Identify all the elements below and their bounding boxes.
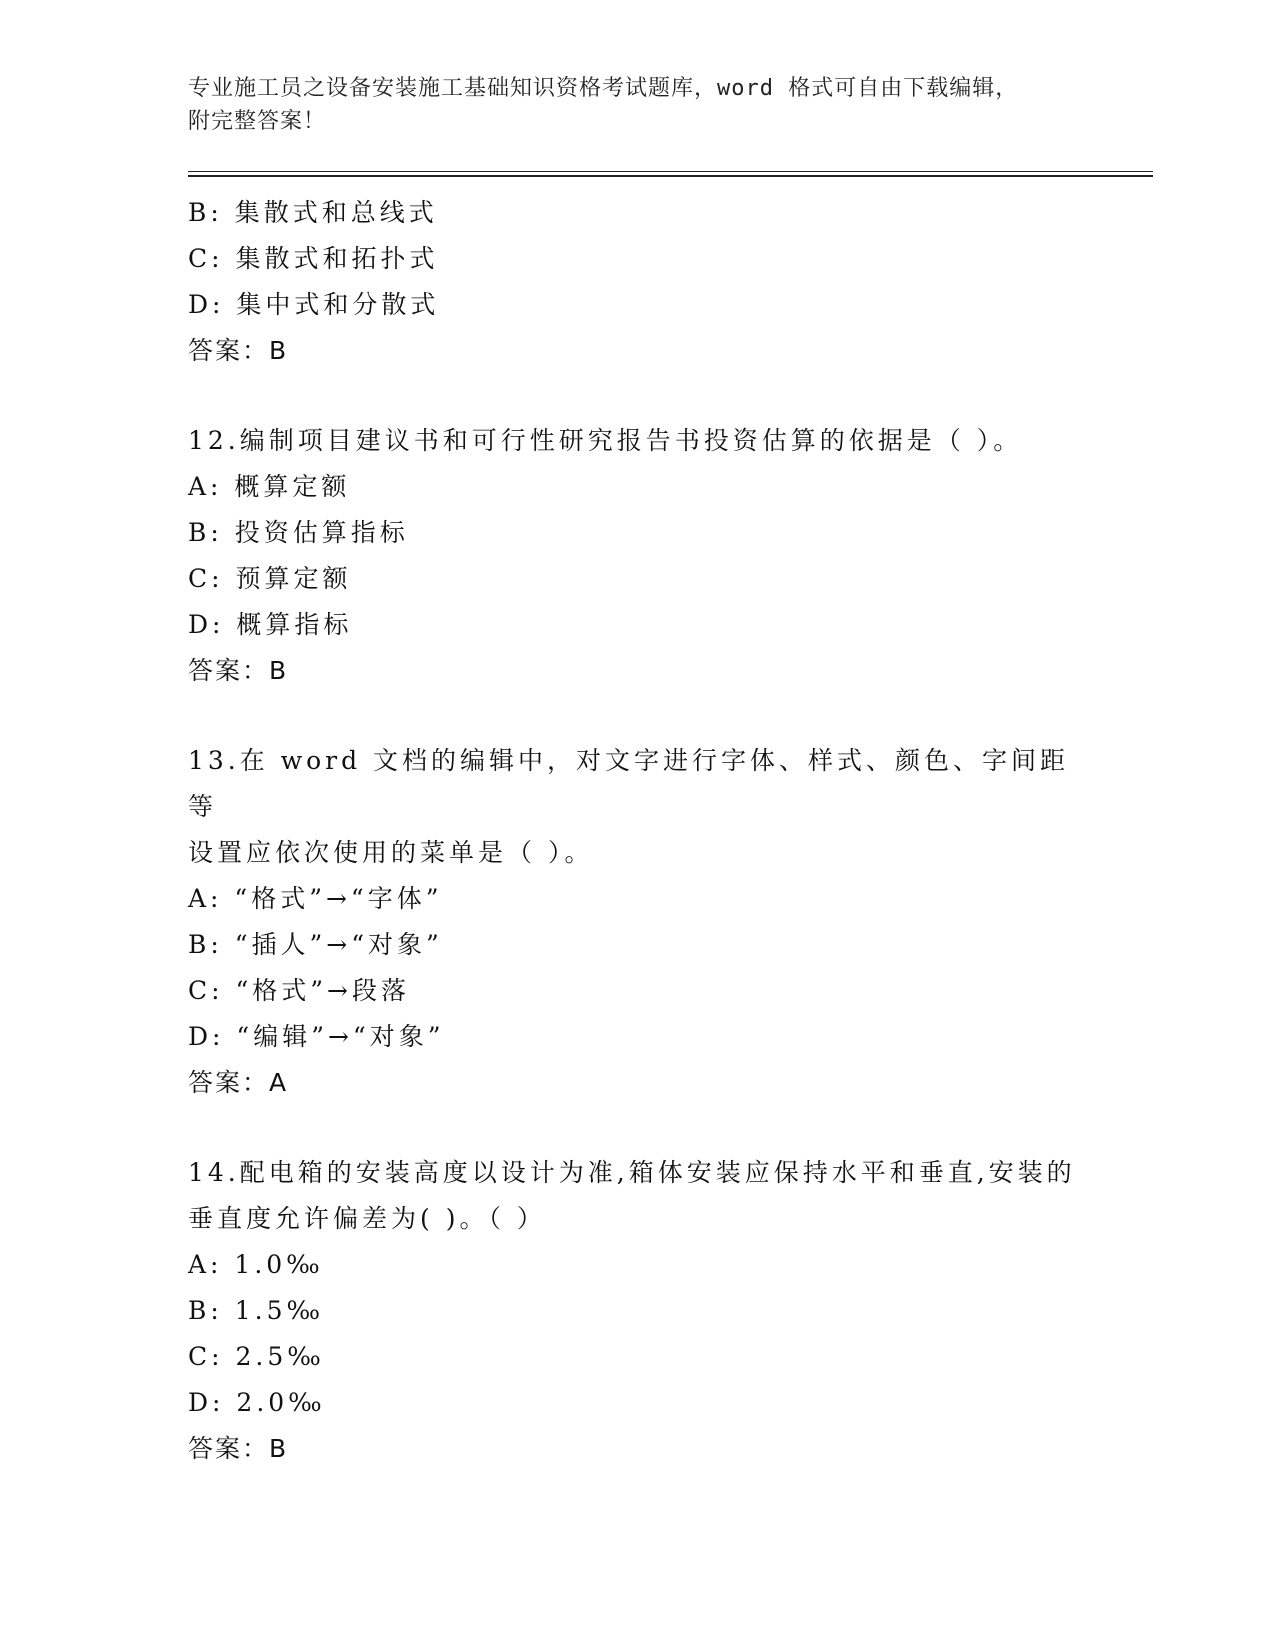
option-c: C: 预算定额 (188, 564, 352, 593)
header-rule-thin (188, 171, 1153, 172)
answer: 答案：B (188, 336, 289, 365)
option-a: A: 概算定额 (188, 472, 351, 501)
question-text: 12.编制项目建议书和可行性研究报告书投资估算的依据是（ ）。 (188, 426, 1023, 455)
option-d: D: 2.0‰ (188, 1388, 326, 1417)
option-d: D: 集中式和分散式 (188, 290, 440, 319)
option-b: B: “插人”→“对象” (188, 930, 443, 959)
option-b: B: 1.5‰ (188, 1296, 325, 1325)
option-b: B: 集散式和总线式 (188, 198, 438, 227)
question-text-line-2: 垂直度允许偏差为( )。（ ） (188, 1204, 546, 1233)
option-a: A: 1.0‰ (188, 1250, 324, 1279)
header-line-2: 附完整答案！ (188, 109, 327, 134)
option-d: D: “编辑”→“对象” (188, 1022, 445, 1051)
document-header (188, 72, 1088, 138)
question-content (188, 190, 1088, 1472)
option-d: D: 概算指标 (188, 610, 353, 639)
option-c: C: 集散式和拓扑式 (188, 244, 439, 273)
question-11-continued (188, 190, 1088, 374)
question-text-line-1: 14.配电箱的安装高度以设计为准,箱体安装应保持水平和垂直,安装的 (188, 1158, 1076, 1187)
answer: 答案：B (188, 1434, 289, 1463)
option-b: B: 投资估算指标 (188, 518, 409, 547)
option-a: A: “格式”→“字体” (188, 884, 443, 913)
option-c: C: 2.5‰ (188, 1342, 325, 1371)
question-12 (188, 418, 1088, 694)
answer: 答案：B (188, 656, 289, 685)
header-rule-thick (188, 175, 1153, 177)
question-text-line-1: 13.在 word 文档的编辑中，对文字进行字体、样式、颜色、字间距等 (188, 746, 1070, 821)
question-14 (188, 1150, 1088, 1472)
answer: 答案：A (188, 1068, 289, 1097)
question-13 (188, 738, 1088, 1106)
option-c: C: “格式”→段落 (188, 976, 411, 1005)
question-text-line-2: 设置应依次使用的菜单是（ ）。 (188, 838, 594, 867)
header-line-1: 专业施工员之设备安装施工基础知识资格考试题库，word 格式可自由下载编辑， (188, 76, 1019, 101)
